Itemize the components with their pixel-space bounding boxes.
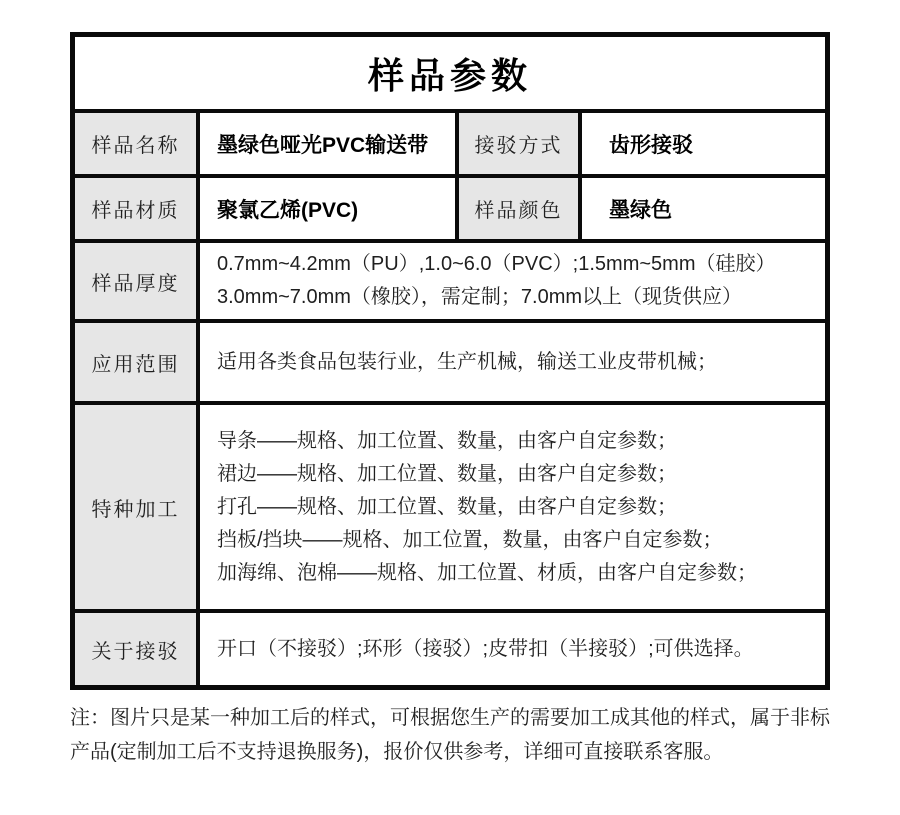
- table-title-row: [75, 37, 825, 113]
- label-sample-color: 样品颜色: [459, 178, 582, 239]
- special-processing-line: 导条——规格、加工位置、数量，由客户自定参数；: [217, 429, 677, 452]
- special-processing-line: 挡板/挡块——规格、加工位置，数量，由客户自定参数；: [217, 528, 723, 551]
- thickness-line: 0.7mm~4.2mm（PU）,1.0~6.0（PVC）;1.5mm~5mm（硅胶）: [217, 253, 776, 275]
- value-sample-color: 墨绿色: [609, 198, 672, 222]
- value-sample-material: 聚氯乙烯(PVC): [200, 178, 459, 239]
- value-sample-thickness: [200, 243, 825, 319]
- label-sample-thickness: 样品厚度: [75, 243, 200, 319]
- special-processing-line: 打孔——规格、加工位置、数量，由客户自定参数；: [217, 495, 677, 518]
- row-sample-material: [75, 178, 825, 243]
- footnote-line-1: 注：图片只是某一种加工后的样式，可根据您生产的需要加工成其他的样式，属于非标: [70, 707, 830, 729]
- footnote: [70, 701, 860, 769]
- row-special-processing: [75, 405, 825, 613]
- value-sample-name: 墨绿色哑光PVC输送带: [200, 113, 459, 174]
- label-sample-material: 样品材质: [75, 178, 200, 239]
- label-connection-method: 接驳方式: [459, 113, 582, 174]
- table-title: 样品参数: [367, 54, 532, 96]
- row-application-range: [75, 323, 825, 405]
- label-sample-name: 样品名称: [75, 113, 200, 174]
- row-sample-thickness: [75, 243, 825, 323]
- about-connection-line: 开口（不接驳）;环形（接驳）;皮带扣（半接驳）;可供选择。: [217, 637, 754, 660]
- special-processing-line: 裙边——规格、加工位置、数量，由客户自定参数；: [217, 462, 677, 485]
- thickness-line: 3.0mm~7.0mm（橡胶），需定制；7.0mm以上（现货供应）: [217, 286, 743, 308]
- row-about-connection: [75, 613, 825, 685]
- special-processing-line: 加海绵、泡棉——规格、加工位置、材质，由客户自定参数；: [217, 561, 757, 584]
- value-about-connection: [200, 613, 825, 685]
- label-application-range: 应用范围: [75, 323, 200, 401]
- value-special-processing: [200, 405, 825, 609]
- row-sample-name: [75, 113, 825, 178]
- label-special-processing: 特种加工: [75, 405, 200, 609]
- spec-table: [70, 32, 830, 690]
- application-line: 适用各类食品包装行业，生产机械，输送工业皮带机械；: [217, 350, 717, 373]
- label-about-connection: 关于接驳: [75, 613, 200, 685]
- footnote-line-2: 产品(定制加工后不支持退换服务)，报价仅供参考，详细可直接联系客服。: [70, 741, 724, 763]
- value-connection-method: 齿形接驳: [609, 133, 693, 157]
- value-application-range: [200, 323, 825, 401]
